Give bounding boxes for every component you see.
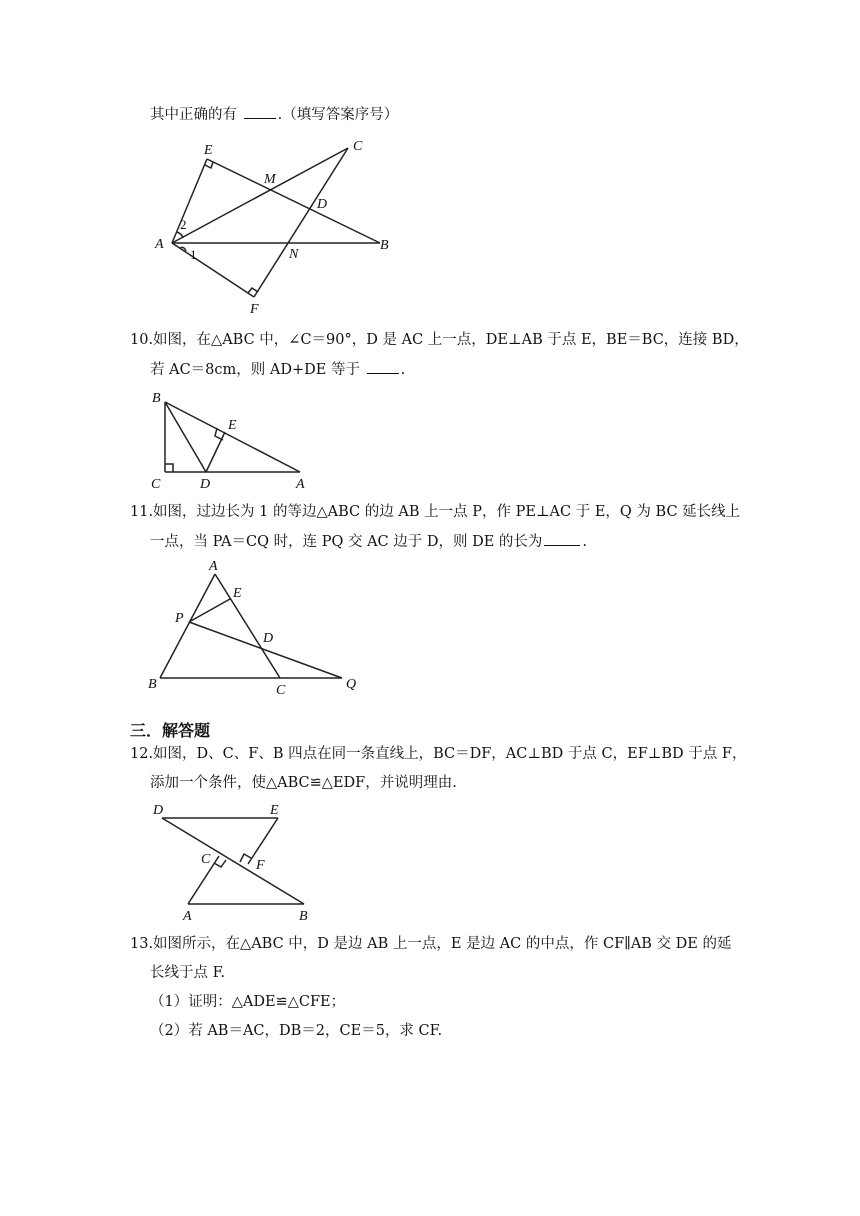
q9-tail-label: 其中正确的有 xyxy=(150,107,237,123)
q12-seg-DB xyxy=(162,818,304,904)
q10-seg-DE xyxy=(206,432,225,472)
q11-answer-blank[interactable] xyxy=(544,531,580,546)
q9-seg-CF xyxy=(254,148,348,297)
q13-line1: 13.如图所示，在△ABC 中，D 是边 AB 上一点，E 是边 AC 的中点，作 CF∥AB 交 DE 的延 xyxy=(130,936,732,952)
q12-label-D: D xyxy=(153,803,164,818)
q11-label-E: E xyxy=(233,586,242,601)
q9-angle-arc-2 xyxy=(177,232,183,238)
q9-label-E: E xyxy=(204,143,213,158)
q9-seg-AE xyxy=(172,159,207,243)
q9-right-angle-E xyxy=(205,162,213,168)
q11-label-A: A xyxy=(209,559,218,574)
q9-tail-text xyxy=(150,104,398,125)
q12-line1: 12.如图，D、C、F、B 四点在同一条直线上，BC＝DF，AC⊥BD 于点 C，EF⊥BD 于点 F， xyxy=(130,746,747,762)
q9-label-F: F xyxy=(250,302,259,317)
q10-label-B: B xyxy=(152,391,161,406)
q9-seg-AC xyxy=(172,148,348,243)
q9-tail-suffix: .（填写答案序号） xyxy=(277,107,399,123)
q9-figure xyxy=(150,135,410,315)
q10-label-C: C xyxy=(151,477,161,492)
q10-label-A: A xyxy=(296,477,305,492)
q11-label-B: B xyxy=(148,677,157,692)
q9-label-N: N xyxy=(289,247,299,262)
q9-label-A: A xyxy=(155,237,164,252)
q9-seg-AF xyxy=(172,243,254,297)
q10-right-angle-C xyxy=(165,464,173,472)
q10-label-D: D xyxy=(200,477,211,492)
q11-label-Q: Q xyxy=(346,677,357,692)
q10-answer-blank[interactable] xyxy=(367,359,399,374)
q11-label-D: D xyxy=(263,631,274,646)
q9-seg-EB xyxy=(207,159,380,243)
q12-label-B: B xyxy=(299,909,308,924)
q10-line2-text: 若 AC＝8cm，则 AD+DE 等于 xyxy=(150,362,360,378)
q12-label-F: F xyxy=(256,858,265,873)
q11-figure xyxy=(145,559,375,698)
q9-label-B: B xyxy=(380,238,389,253)
q11-line2-suffix: . xyxy=(582,534,588,550)
q10-figure xyxy=(148,390,348,490)
q9-label-C: C xyxy=(353,139,363,154)
q11-line2 xyxy=(150,531,587,552)
q10-line2-suffix: . xyxy=(400,362,406,378)
q13-part1: （1）证明：△ADE≌△CFE； xyxy=(150,994,346,1010)
q11-label-P: P xyxy=(175,611,184,626)
q13-part2: （2）若 AB＝AC，DB＝2，CE＝5，求 CF. xyxy=(150,1023,443,1039)
q11-seg-AB xyxy=(160,574,215,678)
q12-figure xyxy=(148,800,328,925)
q11-line1: 11.如图，过边长为 1 的等边△ABC 的边 AB 上一点 P，作 PE⊥AC 于 E，Q 为 BC 延长线上 xyxy=(130,504,741,520)
q9-label-angle-2: 2 xyxy=(180,217,187,232)
q10-line1: 10.如图，在△ABC 中，∠C＝90°，D 是 AC 上一点，DE⊥AB 于点 E，BE＝BC，连接 BD， xyxy=(130,332,749,348)
q13-line2: 长线于点 F. xyxy=(150,965,226,981)
q9-answer-blank[interactable] xyxy=(244,104,276,119)
q10-label-E: E xyxy=(228,418,237,433)
q12-line2: 添加一个条件，使△ABC≌△EDF，并说明理由. xyxy=(150,775,457,791)
q12-label-A: A xyxy=(183,909,192,924)
section-3-heading: 三．解答题 xyxy=(130,721,211,740)
q12-label-E: E xyxy=(270,803,279,818)
q11-label-C: C xyxy=(276,683,286,698)
q12-label-C: C xyxy=(201,852,211,867)
q9-label-M: M xyxy=(264,172,276,187)
q10-line2 xyxy=(150,359,405,380)
q11-line2-text: 一点，当 PA＝CQ 时，连 PQ 交 AC 边于 D，则 DE 的长为 xyxy=(150,534,543,550)
q11-seg-AC xyxy=(215,574,280,678)
q9-label-D: D xyxy=(317,197,328,212)
q9-label-angle-1: 1 xyxy=(190,247,197,262)
